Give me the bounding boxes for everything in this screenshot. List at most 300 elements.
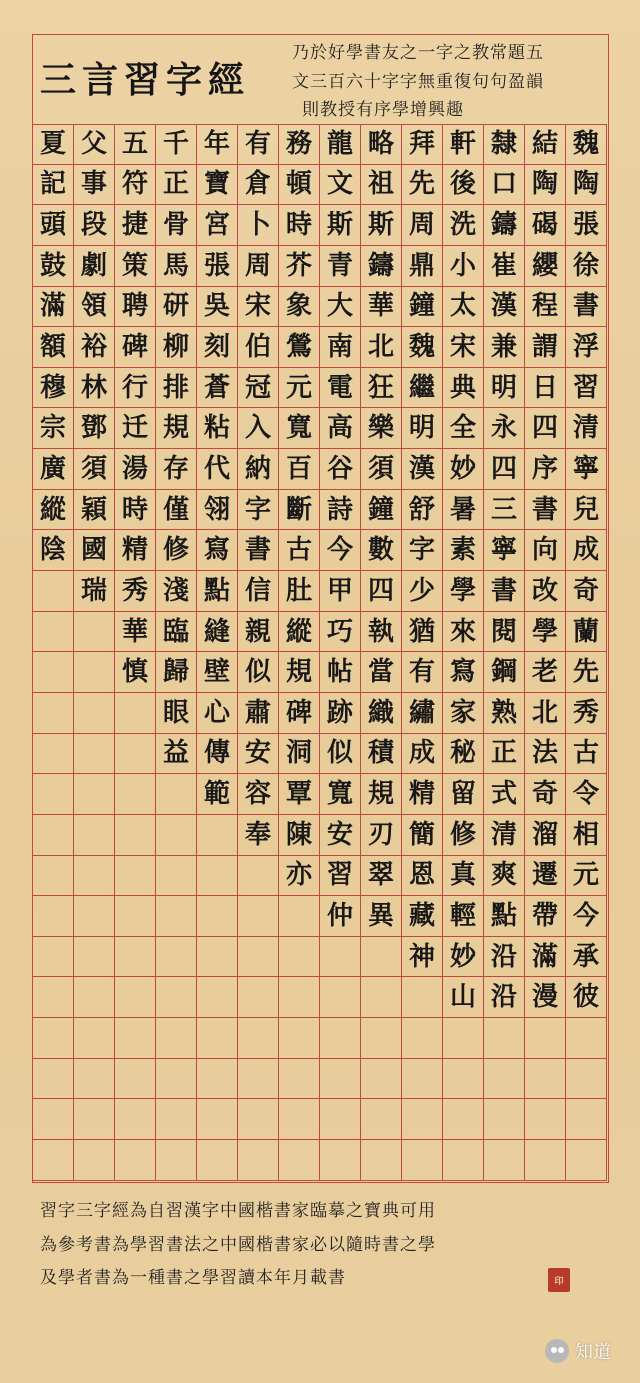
- grid-cell: 馬: [156, 246, 197, 287]
- grid-cell: [320, 1059, 361, 1100]
- grid-cell: 鼓: [33, 246, 74, 287]
- grid-cell: 兼: [484, 327, 525, 368]
- grid-cell: 碑: [115, 327, 156, 368]
- grid-cell: 巧: [320, 612, 361, 653]
- grid-cell: 舒: [402, 490, 443, 531]
- grid-cell: 暑: [443, 490, 484, 531]
- grid-cell: 甲: [320, 571, 361, 612]
- grid-cell: 漢: [402, 449, 443, 490]
- grid-cell: 安: [320, 815, 361, 856]
- grid-cell: 山: [443, 977, 484, 1018]
- grid-cell: 書: [525, 490, 566, 531]
- grid-cell: 宋: [443, 327, 484, 368]
- grid-cell: 夏: [33, 124, 74, 165]
- grid-cell: 北: [525, 693, 566, 734]
- grid-cell: [484, 1059, 525, 1100]
- grid-cell: 織: [361, 693, 402, 734]
- grid-cell: 素: [443, 530, 484, 571]
- grid-cell: 三: [484, 490, 525, 531]
- grid-cell: 爽: [484, 856, 525, 897]
- grid-cell: 沿: [484, 937, 525, 978]
- grid-cell: [320, 1099, 361, 1140]
- grid-cell: 碣: [525, 205, 566, 246]
- grid-cell: 覃: [279, 774, 320, 815]
- grid-cell: [320, 937, 361, 978]
- grid-cell: [197, 937, 238, 978]
- grid-cell: [197, 1059, 238, 1100]
- grid-cell: [279, 977, 320, 1018]
- grid-cell: [115, 977, 156, 1018]
- grid-cell: 務: [279, 124, 320, 165]
- grid-cell: 斯: [320, 205, 361, 246]
- grid-cell: [33, 1018, 74, 1059]
- grid-cell: 數: [361, 530, 402, 571]
- grid-cell: [156, 1099, 197, 1140]
- grid-cell: 斯: [361, 205, 402, 246]
- grid-cell: 縱: [33, 490, 74, 531]
- grid-cell: 元: [566, 856, 607, 897]
- grid-cell: 字: [402, 530, 443, 571]
- grid-cell: 向: [525, 530, 566, 571]
- grid-cell: 刻: [197, 327, 238, 368]
- grid-cell: 研: [156, 287, 197, 328]
- grid-cell: [566, 1018, 607, 1059]
- grid-cell: [33, 977, 74, 1018]
- grid-cell: 魏: [566, 124, 607, 165]
- grid-cell: [33, 693, 74, 734]
- grid-cell: [33, 734, 74, 775]
- grid-cell: 柳: [156, 327, 197, 368]
- grid-cell: 秘: [443, 734, 484, 775]
- grid-cell: [74, 896, 115, 937]
- grid-cell: [33, 774, 74, 815]
- grid-cell: 積: [361, 734, 402, 775]
- grid-cell: 鑄: [361, 246, 402, 287]
- grid-cell: [115, 1099, 156, 1140]
- grid-cell: [238, 896, 279, 937]
- grid-cell: [238, 1018, 279, 1059]
- grid-cell: 歸: [156, 652, 197, 693]
- grid-cell: 簡: [402, 815, 443, 856]
- grid-cell: 骨: [156, 205, 197, 246]
- grid-cell: [443, 1059, 484, 1100]
- grid-cell: [443, 1140, 484, 1181]
- grid-cell: [156, 1140, 197, 1181]
- grid-cell: 符: [115, 165, 156, 206]
- grid-cell: 元: [279, 368, 320, 409]
- grid-cell: 藏: [402, 896, 443, 937]
- grid-cell: 頓: [279, 165, 320, 206]
- grid-cell: 祖: [361, 165, 402, 206]
- grid-cell: [361, 1099, 402, 1140]
- grid-cell: 文: [320, 165, 361, 206]
- grid-cell: 周: [238, 246, 279, 287]
- grid-cell: 亦: [279, 856, 320, 897]
- grid-cell: [238, 856, 279, 897]
- grid-cell: 修: [443, 815, 484, 856]
- grid-cell: 陰: [33, 530, 74, 571]
- grid-cell: 象: [279, 287, 320, 328]
- page-title: 三言習字經: [40, 58, 251, 101]
- grid-cell: 清: [566, 408, 607, 449]
- grid-cell: 程: [525, 287, 566, 328]
- grid-cell: 秀: [566, 693, 607, 734]
- grid-cell: [197, 1018, 238, 1059]
- grid-cell: [156, 774, 197, 815]
- grid-cell: 精: [115, 530, 156, 571]
- colophon: [292, 38, 602, 120]
- grid-cell: 奇: [525, 774, 566, 815]
- grid-cell: [115, 734, 156, 775]
- grid-cell: 洞: [279, 734, 320, 775]
- grid-cell: [525, 1059, 566, 1100]
- grid-cell: 代: [197, 449, 238, 490]
- grid-cell: 父: [74, 124, 115, 165]
- grid-cell: 寧: [484, 530, 525, 571]
- grid-cell: 翠: [361, 856, 402, 897]
- grid-cell: [156, 856, 197, 897]
- grid-cell: 漫: [525, 977, 566, 1018]
- grid-cell: 入: [238, 408, 279, 449]
- grid-cell: 大: [320, 287, 361, 328]
- grid-cell: [484, 1099, 525, 1140]
- grid-cell: [33, 896, 74, 937]
- grid-cell: 伯: [238, 327, 279, 368]
- grid-cell: [74, 977, 115, 1018]
- seal-text: 印: [554, 1276, 564, 1287]
- grid-cell: 帖: [320, 652, 361, 693]
- watermark-label: 知道: [575, 1342, 611, 1363]
- grid-cell: [115, 1018, 156, 1059]
- grid-cell: 今: [566, 896, 607, 937]
- grid-cell: [197, 1140, 238, 1181]
- grid-cell: 規: [156, 408, 197, 449]
- grid-cell: [74, 734, 115, 775]
- grid-cell: 明: [484, 368, 525, 409]
- grid-cell: 書: [566, 287, 607, 328]
- grid-cell: [443, 1099, 484, 1140]
- grid-cell: 捷: [115, 205, 156, 246]
- grid-cell: [74, 1059, 115, 1100]
- grid-cell: 規: [279, 652, 320, 693]
- grid-cell: 書: [484, 571, 525, 612]
- grid-cell: 寬: [279, 408, 320, 449]
- grid-cell: 臨: [156, 612, 197, 653]
- grid-cell: 學: [525, 612, 566, 653]
- colophon-line-2: 文三百六十字字無重復句句盈韻: [292, 71, 544, 92]
- grid-cell: [443, 1018, 484, 1059]
- grid-cell: 高: [320, 408, 361, 449]
- grid-cell: [238, 1059, 279, 1100]
- grid-cell: 宗: [33, 408, 74, 449]
- grid-cell: 親: [238, 612, 279, 653]
- grid-cell: 奇: [566, 571, 607, 612]
- grid-cell: 成: [402, 734, 443, 775]
- grid-cell: 點: [197, 571, 238, 612]
- grid-cell: [74, 774, 115, 815]
- grid-cell: 五: [115, 124, 156, 165]
- grid-cell: [320, 977, 361, 1018]
- grid-cell: 宮: [197, 205, 238, 246]
- postscript: [40, 1196, 570, 1288]
- grid-cell: [156, 896, 197, 937]
- grid-cell: [74, 937, 115, 978]
- grid-cell: [279, 937, 320, 978]
- grid-cell: 彼: [566, 977, 607, 1018]
- grid-cell: 壁: [197, 652, 238, 693]
- grid-cell: 結: [525, 124, 566, 165]
- grid-cell: [156, 815, 197, 856]
- grid-cell: [74, 693, 115, 734]
- grid-cell: [197, 896, 238, 937]
- grid-cell: 口: [484, 165, 525, 206]
- grid-cell: 熟: [484, 693, 525, 734]
- grid-cell: 真: [443, 856, 484, 897]
- grid-cell: 妙: [443, 937, 484, 978]
- grid-cell: [402, 977, 443, 1018]
- grid-cell: 滿: [33, 287, 74, 328]
- grid-cell: 益: [156, 734, 197, 775]
- grid-cell: 谷: [320, 449, 361, 490]
- grid-cell: [525, 1140, 566, 1181]
- grid-cell: 北: [361, 327, 402, 368]
- grid-cell: [279, 896, 320, 937]
- grid-cell: [197, 977, 238, 1018]
- grid-cell: 須: [74, 449, 115, 490]
- grid-cell: [74, 856, 115, 897]
- grid-cell: 帶: [525, 896, 566, 937]
- grid-cell: 漢: [484, 287, 525, 328]
- grid-cell: 傳: [197, 734, 238, 775]
- grid-cell: 策: [115, 246, 156, 287]
- grid-cell: 劇: [74, 246, 115, 287]
- grid-cell: 芥: [279, 246, 320, 287]
- grid-cell: 輕: [443, 896, 484, 937]
- grid-cell: 卜: [238, 205, 279, 246]
- grid-cell: 式: [484, 774, 525, 815]
- grid-cell: [238, 1140, 279, 1181]
- grid-cell: 事: [74, 165, 115, 206]
- grid-cell: 浮: [566, 327, 607, 368]
- grid-cell: 千: [156, 124, 197, 165]
- postscript-line-3: 及學者書為一種書之學習讀本年月載書: [40, 1268, 346, 1288]
- grid-cell: 狂: [361, 368, 402, 409]
- grid-cell: 心: [197, 693, 238, 734]
- grid-cell: [197, 815, 238, 856]
- character-grid: [33, 124, 607, 1181]
- grid-cell: 慎: [115, 652, 156, 693]
- grid-cell: 眼: [156, 693, 197, 734]
- grid-cell: 須: [361, 449, 402, 490]
- grid-cell: 裕: [74, 327, 115, 368]
- grid-cell: [525, 1099, 566, 1140]
- grid-cell: [238, 1099, 279, 1140]
- grid-cell: 陶: [525, 165, 566, 206]
- grid-cell: 令: [566, 774, 607, 815]
- grid-cell: 淺: [156, 571, 197, 612]
- grid-cell: 信: [238, 571, 279, 612]
- grid-cell: 正: [484, 734, 525, 775]
- grid-cell: 略: [361, 124, 402, 165]
- grid-cell: 宋: [238, 287, 279, 328]
- grid-cell: 後: [443, 165, 484, 206]
- grid-cell: [115, 693, 156, 734]
- grid-cell: [33, 1140, 74, 1181]
- grid-cell: [197, 856, 238, 897]
- grid-cell: 陳: [279, 815, 320, 856]
- grid-cell: [566, 1059, 607, 1100]
- grid-cell: 寫: [197, 530, 238, 571]
- grid-cell: 小: [443, 246, 484, 287]
- grid-cell: 頭: [33, 205, 74, 246]
- grid-cell: 刃: [361, 815, 402, 856]
- grid-cell: 時: [115, 490, 156, 531]
- grid-cell: [361, 1059, 402, 1100]
- grid-cell: [33, 652, 74, 693]
- grid-cell: 安: [238, 734, 279, 775]
- grid-cell: 額: [33, 327, 74, 368]
- grid-cell: 容: [238, 774, 279, 815]
- grid-cell: 魏: [402, 327, 443, 368]
- grid-cell: [238, 977, 279, 1018]
- grid-cell: 法: [525, 734, 566, 775]
- chat-bubble-icon: [545, 1339, 569, 1363]
- grid-cell: 華: [115, 612, 156, 653]
- grid-cell: [238, 937, 279, 978]
- grid-cell: [74, 652, 115, 693]
- grid-cell: [115, 815, 156, 856]
- grid-cell: [33, 1059, 74, 1100]
- grid-cell: 倉: [238, 165, 279, 206]
- grid-cell: 鐘: [402, 287, 443, 328]
- grid-cell: [74, 1018, 115, 1059]
- grid-cell: 肅: [238, 693, 279, 734]
- red-seal-stamp: [548, 1268, 570, 1292]
- grid-cell: 時: [279, 205, 320, 246]
- grid-cell: 沿: [484, 977, 525, 1018]
- postscript-line-2: 為參考書為學習書法之中國楷書家必以隨時書之學: [40, 1234, 436, 1255]
- grid-cell: 張: [197, 246, 238, 287]
- grid-cell: 異: [361, 896, 402, 937]
- grid-cell: 肚: [279, 571, 320, 612]
- grid-cell: [197, 1099, 238, 1140]
- grid-cell: [566, 1099, 607, 1140]
- grid-cell: [115, 1140, 156, 1181]
- grid-cell: 學: [443, 571, 484, 612]
- grid-cell: 規: [361, 774, 402, 815]
- grid-cell: 日: [525, 368, 566, 409]
- grid-cell: 有: [238, 124, 279, 165]
- grid-cell: 鄧: [74, 408, 115, 449]
- grid-cell: 行: [115, 368, 156, 409]
- grid-cell: 納: [238, 449, 279, 490]
- grid-cell: 少: [402, 571, 443, 612]
- grid-cell: 崔: [484, 246, 525, 287]
- grid-cell: [361, 1140, 402, 1181]
- postscript-line-1: 習字三字經為自習漢字中國楷書家臨摹之寶典可用: [40, 1201, 436, 1221]
- grid-cell: 詩: [320, 490, 361, 531]
- grid-cell: 字: [238, 490, 279, 531]
- grid-cell: [115, 1059, 156, 1100]
- grid-cell: 序: [525, 449, 566, 490]
- grid-cell: [33, 856, 74, 897]
- grid-cell: 來: [443, 612, 484, 653]
- grid-cell: 鐘: [361, 490, 402, 531]
- grid-cell: 聘: [115, 287, 156, 328]
- grid-cell: [279, 1059, 320, 1100]
- grid-cell: 奉: [238, 815, 279, 856]
- grid-cell: 書: [238, 530, 279, 571]
- grid-cell: [402, 1059, 443, 1100]
- grid-cell: 執: [361, 612, 402, 653]
- grid-cell: 明: [402, 408, 443, 449]
- grid-cell: 古: [279, 530, 320, 571]
- grid-cell: 穎: [74, 490, 115, 531]
- grid-cell: 迁: [115, 408, 156, 449]
- grid-cell: 樂: [361, 408, 402, 449]
- grid-cell: [156, 1018, 197, 1059]
- grid-cell: 先: [402, 165, 443, 206]
- grid-cell: 兒: [566, 490, 607, 531]
- grid-cell: 周: [402, 205, 443, 246]
- grid-cell: 跡: [320, 693, 361, 734]
- grid-cell: 當: [361, 652, 402, 693]
- grid-cell: [115, 896, 156, 937]
- grid-cell: 範: [197, 774, 238, 815]
- grid-cell: 國: [74, 530, 115, 571]
- grid-cell: 典: [443, 368, 484, 409]
- grid-cell: [33, 612, 74, 653]
- grid-cell: 翎: [197, 490, 238, 531]
- grid-cell: 洗: [443, 205, 484, 246]
- grid-cell: [33, 1099, 74, 1140]
- grid-cell: 成: [566, 530, 607, 571]
- grid-cell: 精: [402, 774, 443, 815]
- grid-cell: 隸: [484, 124, 525, 165]
- grid-cell: [115, 774, 156, 815]
- grid-cell: 改: [525, 571, 566, 612]
- grid-cell: 家: [443, 693, 484, 734]
- grid-cell: [361, 937, 402, 978]
- grid-cell: 縱: [279, 612, 320, 653]
- grid-cell: 繡: [402, 693, 443, 734]
- colophon-line-1: 乃於好學書友之一字之教常題五: [292, 43, 544, 63]
- grid-cell: 遷: [525, 856, 566, 897]
- grid-cell: 蘭: [566, 612, 607, 653]
- grid-cell: 寫: [443, 652, 484, 693]
- grid-cell: [361, 977, 402, 1018]
- grid-cell: [115, 937, 156, 978]
- grid-cell: [115, 856, 156, 897]
- grid-cell: 縫: [197, 612, 238, 653]
- grid-cell: 習: [320, 856, 361, 897]
- grid-cell: 妙: [443, 449, 484, 490]
- grid-cell: 軒: [443, 124, 484, 165]
- grid-cell: 鋼: [484, 652, 525, 693]
- grid-cell: [33, 571, 74, 612]
- watermark: [545, 1338, 611, 1364]
- grid-cell: [279, 1018, 320, 1059]
- grid-cell: 冠: [238, 368, 279, 409]
- grid-cell: 繼: [402, 368, 443, 409]
- grid-cell: 存: [156, 449, 197, 490]
- grid-cell: 全: [443, 408, 484, 449]
- grid-cell: 寧: [566, 449, 607, 490]
- grid-cell: [279, 1140, 320, 1181]
- grid-cell: 四: [484, 449, 525, 490]
- grid-cell: [484, 1140, 525, 1181]
- grid-cell: 神: [402, 937, 443, 978]
